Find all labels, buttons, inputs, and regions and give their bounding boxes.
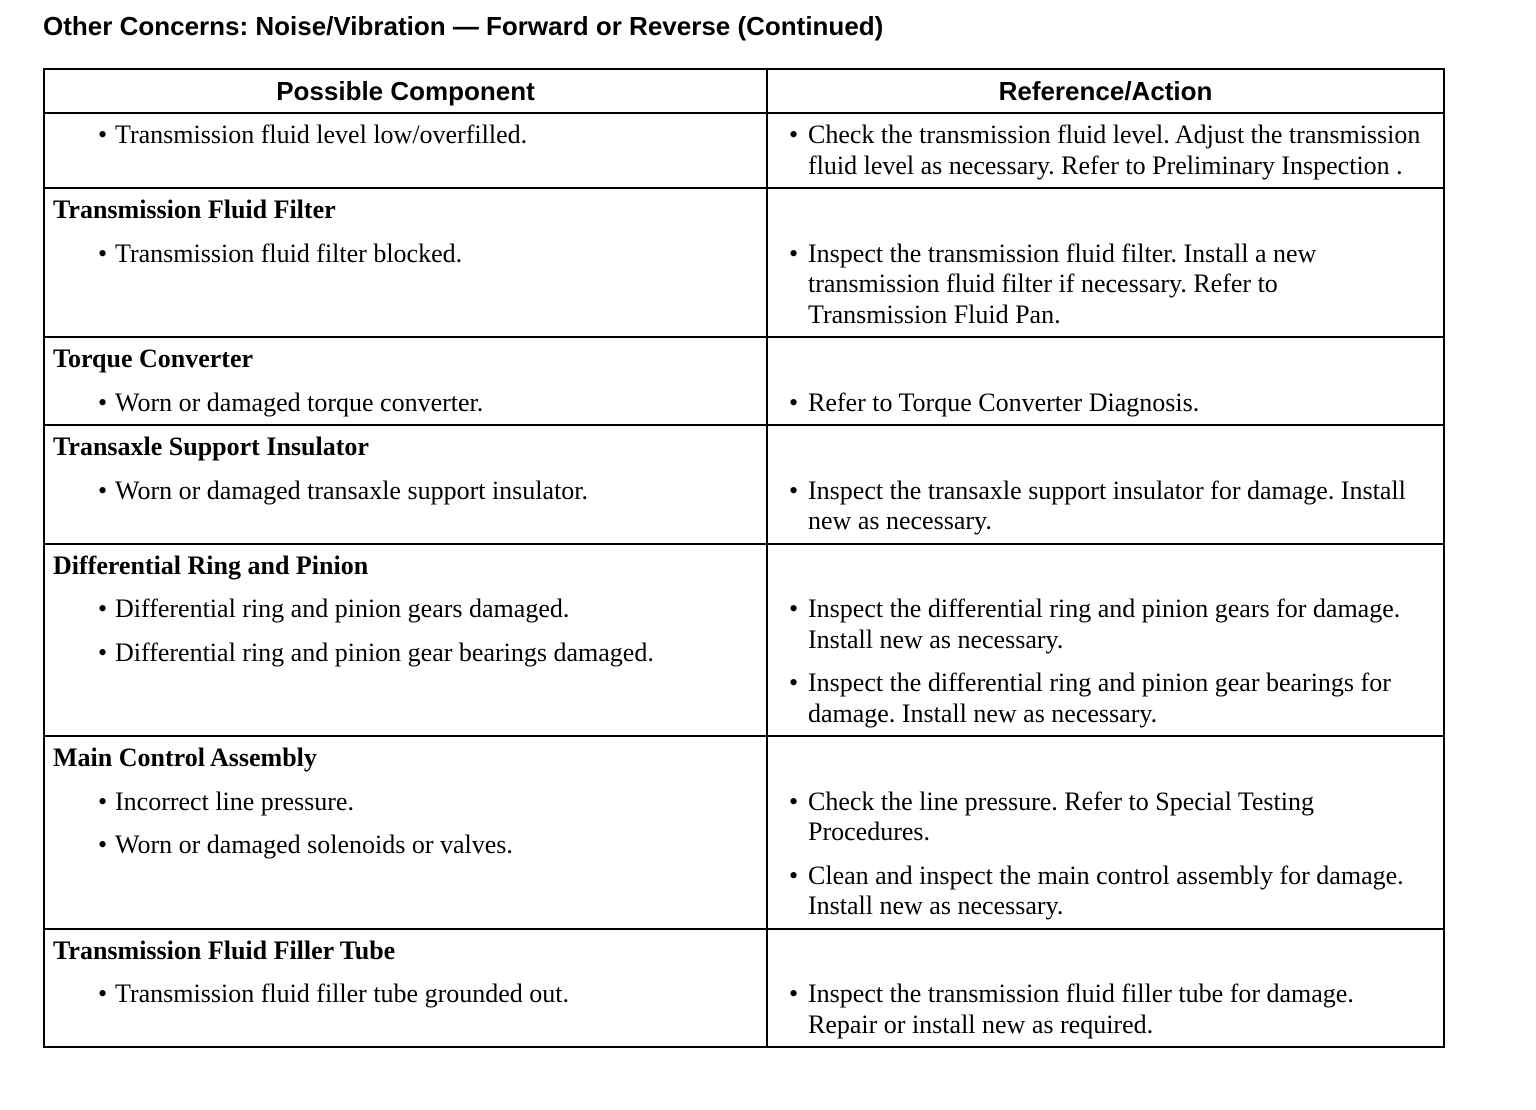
action-item	[776, 594, 1435, 655]
diagnosis-table	[43, 68, 1445, 1048]
bullet-icon: •	[789, 238, 799, 268]
action-group-spacer	[776, 344, 1435, 375]
component-item	[53, 638, 758, 669]
bullet-icon: •	[98, 637, 108, 667]
column-header-action: Reference/Action	[767, 69, 1444, 113]
component-text: Transmission fluid level low/overfilled.	[115, 120, 528, 149]
bullet-icon: •	[789, 786, 799, 816]
bullet-icon: •	[98, 786, 108, 816]
component-text: Transmission fluid filler tube grounded out.	[115, 979, 570, 1008]
column-header-component: Possible Component	[44, 69, 767, 113]
bullet-icon: •	[789, 668, 799, 697]
action-item	[776, 476, 1435, 537]
action-cell	[767, 188, 1444, 337]
action-text: Check the transmission fluid level. Adjust the transmission fluid level as necessary. Refer to Preliminary Inspection .	[808, 120, 1421, 180]
component-item	[53, 830, 758, 861]
table-header-row	[44, 69, 1444, 113]
bullet-icon: •	[98, 979, 108, 1008]
component-item	[53, 594, 758, 625]
component-text: Worn or damaged solenoids or valves.	[115, 830, 513, 859]
component-cell	[44, 337, 767, 425]
action-text: Inspect the transmission fluid filter. Install a new transmission fluid filter if necessary. Refer to Transmission Fluid Pan.	[808, 238, 1317, 329]
component-text: Differential ring and pinion gear bearings damaged.	[115, 637, 654, 667]
component-group-heading: Transmission Fluid Filler Tube	[53, 935, 396, 965]
component-item	[53, 787, 758, 818]
action-group-spacer	[776, 743, 1435, 774]
action-item	[776, 668, 1435, 729]
table-row	[44, 544, 1444, 737]
action-cell	[767, 337, 1444, 425]
action-cell	[767, 929, 1444, 1048]
table-row	[44, 113, 1444, 188]
bullet-icon: •	[789, 120, 799, 149]
action-group-spacer	[776, 936, 1435, 967]
action-item	[776, 787, 1435, 848]
action-text: Inspect the differential ring and pinion gears for damage. Install new as necessary.	[808, 594, 1401, 654]
bullet-icon: •	[789, 387, 799, 417]
table-row	[44, 337, 1444, 425]
action-text: Check the line pressure. Refer to Special Testing Procedures.	[808, 786, 1314, 846]
component-text: Worn or damaged torque converter.	[115, 387, 484, 417]
component-text: Differential ring and pinion gears damaged.	[115, 594, 570, 623]
action-cell	[767, 425, 1444, 544]
component-cell	[44, 188, 767, 337]
component-group-heading: Transaxle Support Insulator	[53, 432, 369, 461]
component-text: Incorrect line pressure.	[115, 786, 354, 816]
component-cell	[44, 113, 767, 188]
bullet-icon: •	[98, 475, 108, 505]
action-item	[776, 861, 1435, 922]
action-text: Inspect the transmission fluid filler tube for damage. Repair or install new as required.	[808, 979, 1354, 1039]
bullet-icon: •	[98, 830, 108, 859]
bullet-icon: •	[789, 475, 799, 505]
component-text: Transmission fluid filter blocked.	[115, 238, 463, 268]
bullet-icon: •	[98, 387, 108, 417]
bullet-icon: •	[789, 979, 799, 1008]
component-group-heading: Main Control Assembly	[53, 743, 317, 772]
page-title: Other Concerns: Noise/Vibration — Forward or Reverse (Continued)	[43, 11, 884, 41]
action-group-spacer	[776, 195, 1435, 226]
bullet-icon: •	[789, 860, 799, 890]
component-item	[53, 388, 758, 419]
table-row	[44, 425, 1444, 544]
component-group-heading: Torque Converter	[53, 344, 254, 373]
action-text: Clean and inspect the main control assembly for damage. Install new as necessary.	[808, 860, 1404, 920]
action-cell	[767, 544, 1444, 737]
action-cell	[767, 736, 1444, 929]
component-item	[53, 476, 758, 507]
table-row	[44, 736, 1444, 929]
component-group-heading: Differential Ring and Pinion	[53, 550, 369, 580]
action-item	[776, 239, 1435, 331]
action-group-spacer	[776, 551, 1435, 582]
action-text: Inspect the differential ring and pinion gear bearings for damage. Install new as necessary.	[808, 668, 1391, 728]
table-row	[44, 929, 1444, 1048]
component-cell	[44, 425, 767, 544]
bullet-icon: •	[98, 594, 108, 623]
bullet-icon: •	[98, 238, 108, 268]
component-item	[53, 979, 758, 1010]
component-item	[53, 120, 758, 151]
component-item	[53, 239, 758, 270]
action-item	[776, 979, 1435, 1040]
action-cell	[767, 113, 1444, 188]
action-text: Refer to Torque Converter Diagnosis.	[808, 387, 1200, 417]
action-item	[776, 388, 1435, 419]
bullet-icon: •	[789, 594, 799, 623]
action-group-spacer	[776, 432, 1435, 463]
bullet-icon: •	[98, 120, 108, 149]
action-item	[776, 120, 1435, 181]
component-text: Worn or damaged transaxle support insulator.	[115, 475, 589, 505]
component-cell	[44, 929, 767, 1048]
component-group-heading: Transmission Fluid Filter	[53, 195, 336, 224]
component-cell	[44, 736, 767, 929]
table-body	[44, 113, 1444, 1047]
component-cell	[44, 544, 767, 737]
table-row	[44, 188, 1444, 337]
action-text: Inspect the transaxle support insulator for damage. Install new as necessary.	[808, 475, 1406, 535]
